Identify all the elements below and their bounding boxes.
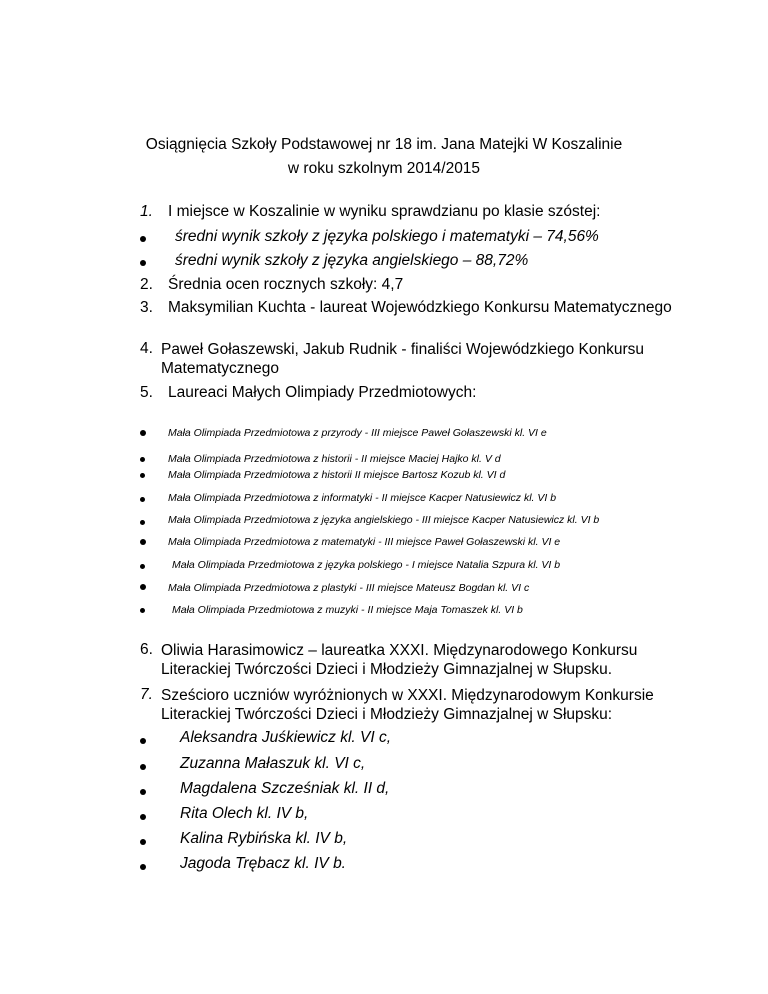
item-2-text: Średnia ocen rocznych szkoły: 4,7 <box>168 276 404 293</box>
bullet <box>140 539 146 545</box>
item-7-text: Sześcioro uczniów wyróżnionych w XXXI. Międzynarodowym Konkursie Literackiej Twórczości Dzieci i Młodzieży Gimnazjalnej w Słupsku: <box>161 687 654 723</box>
bullet <box>140 764 146 770</box>
item-5-text: Laureaci Małych Olimpiady Przedmiotowych: <box>168 384 477 401</box>
student-item: Zuzanna Małaszuk kl. VI c, <box>180 755 366 772</box>
student-item: Kalina Rybińska kl. IV b, <box>180 830 348 847</box>
bullet <box>140 260 146 266</box>
item-7-number: 7. <box>140 686 153 703</box>
bullet <box>140 457 145 462</box>
bullet <box>140 520 145 525</box>
bullet <box>140 473 145 478</box>
olympiad-item: Mała Olimpiada Przedmiotowa z języka angielskiego - III miejsce Kacper Natusiewicz kl. VI b <box>168 514 600 526</box>
item-4-number: 4. <box>140 340 153 357</box>
item-2-number: 2. <box>140 276 153 293</box>
student-item: Magdalena Szcześniak kl. II d, <box>180 780 390 797</box>
bullet <box>140 497 145 502</box>
olympiad-item: Mała Olimpiada Przedmiotowa z muzyki - II miejsce Maja Tomaszek kl. VI b <box>172 604 523 616</box>
student-item: Jagoda Trębacz kl. IV b. <box>180 855 346 872</box>
document-title: Osiągnięcia Szkoły Podstawowej nr 18 im. Jana Matejki W Koszalinie <box>145 136 623 153</box>
item-1-bullet-a: średni wynik szkoły z języka polskiego i matematyki – 74,56% <box>175 228 599 245</box>
bullet <box>140 236 146 242</box>
student-item: Aleksandra Juśkiewicz kl. VI c, <box>180 729 392 746</box>
item-1-text: I miejsce w Koszalinie w wyniku sprawdzianu po klasie szóstej: <box>168 203 601 220</box>
item-3-text: Maksymilian Kuchta - laureat Wojewódzkiego Konkursu Matematycznego <box>168 299 672 316</box>
bullet <box>140 814 146 820</box>
olympiad-item: Mała Olimpiada Przedmiotowa z przyrody - III miejsce Paweł Gołaszewski kl. VI e <box>168 427 547 439</box>
bullet <box>140 584 146 590</box>
item-4-text: Paweł Gołaszewski, Jakub Rudnik - finaliści Wojewódzkiego Konkursu Matematycznego <box>161 341 645 377</box>
olympiad-item: Mała Olimpiada Przedmiotowa z informatyki - II miejsce Kacper Natusiewicz kl. VI b <box>168 492 557 504</box>
item-5-number: 5. <box>140 384 153 401</box>
bullet <box>140 839 146 845</box>
item-6-text: Oliwia Harasimowicz – laureatka XXXI. Międzynarodowego Konkursu Literackiej Twórczości Dzieci i Młodzieży Gimnazjalnej w Słupsku. <box>161 642 638 678</box>
olympiad-item: Mała Olimpiada Przedmiotowa z plastyki - III miejsce Mateusz Bogdan kl. VI c <box>168 582 530 594</box>
bullet <box>140 430 146 436</box>
bullet <box>140 789 146 795</box>
document-subtitle: w roku szkolnym 2014/2015 <box>287 160 481 177</box>
item-1-number: 1. <box>140 203 153 220</box>
student-item: Rita Olech kl. IV b, <box>180 805 309 822</box>
item-6-number: 6. <box>140 641 153 658</box>
olympiad-item: Mała Olimpiada Przedmiotowa z matematyki - III miejsce Paweł Gołaszewski kl. VI e <box>168 536 561 548</box>
item-3-number: 3. <box>140 299 153 316</box>
olympiad-item: Mała Olimpiada Przedmiotowa z historii II miejsce Bartosz Kozub kl. VI d <box>168 469 506 481</box>
bullet <box>140 864 146 870</box>
bullet <box>140 738 146 744</box>
olympiad-item: Mała Olimpiada Przedmiotowa z języka polskiego - I miejsce Natalia Szpura kl. VI b <box>172 559 561 571</box>
bullet <box>140 564 145 569</box>
olympiad-item: Mała Olimpiada Przedmiotowa z historii - II miejsce Maciej Hajko kl. V d <box>168 453 501 465</box>
bullet <box>140 608 145 613</box>
item-1-bullet-b: średni wynik szkoły z języka angielskiego – 88,72% <box>175 252 529 269</box>
